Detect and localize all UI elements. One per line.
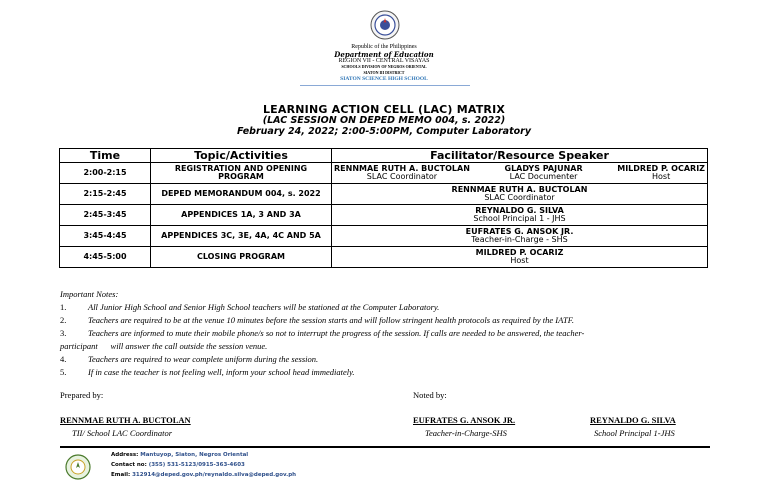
- notes-heading: Important Notes:: [60, 289, 119, 299]
- time-cell: 2:15-2:45: [60, 184, 151, 205]
- district-line: SIATON III DISTRICT: [363, 70, 405, 75]
- deped-seal-icon: [370, 10, 400, 40]
- topic-cell: REGISTRATION AND OPENING PROGRAM: [151, 163, 332, 184]
- time-cell: 2:00-2:15: [60, 163, 151, 184]
- facilitator-name: RENNMAE RUTH A. BUCTOLAN: [451, 184, 588, 194]
- noter1-role: Teacher-in-Charge-SHS: [425, 428, 507, 438]
- topic-cell: DEPED MEMORANDUM 004, s. 2022: [151, 184, 332, 205]
- noted-by-label: Noted by:: [413, 390, 447, 400]
- footer-email: Email: 312914@deped.gov.ph/reynaldo.silva@deped.gov.ph: [111, 472, 297, 478]
- facilitator-name: MILDRED P. OCARIZ: [617, 163, 705, 173]
- preparer-role: TII/ School LAC Coordinator: [72, 428, 173, 438]
- facilitator-cell: [332, 163, 708, 184]
- note-item: 2. Teachers are required to be at the venue 10 minutes before the session starts and will follow stringent health protocols as required by the IATF.: [60, 315, 574, 325]
- facilitator-role: SLAC Coordinator: [484, 193, 555, 202]
- time-cell: 3:45-4:45: [60, 226, 151, 247]
- table-row: [60, 247, 708, 268]
- facilitator-role: Host: [652, 172, 671, 181]
- footer-contact: Contact no: (355) 531-5123/0915-363-4603: [111, 462, 245, 468]
- region-line: REGION VII - CENTRAL VISAYAS: [338, 58, 430, 64]
- school-logo-icon: [65, 454, 91, 480]
- facilitator-cell: [332, 184, 708, 205]
- important-notes: [60, 288, 720, 379]
- note-item: 4. Teachers are required to wear complete uniform during the session.: [60, 354, 319, 364]
- facilitator-name: EUFRATES G. ANSOK JR.: [465, 226, 574, 236]
- table-row: [60, 184, 708, 205]
- document-date: February 24, 2022; 2:00-5:00PM, Computer Laboratory: [236, 126, 532, 137]
- prepared-by-label: Prepared by:: [60, 390, 104, 400]
- facilitator-role: SLAC Coordinator: [366, 172, 438, 181]
- facilitator-header: Facilitator/Resource Speaker: [332, 149, 708, 163]
- table-row: [60, 163, 708, 184]
- table-header-row: [60, 149, 708, 163]
- facilitator-cell: [332, 247, 708, 268]
- facilitator-name: MILDRED P. OCARIZ: [475, 247, 564, 257]
- document-subtitle: (LAC SESSION ON DEPED MEMO 004, s. 2022): [262, 115, 506, 126]
- note-item: 5. If in case the teacher is not feeling well, inform your school head immediately.: [60, 367, 355, 377]
- lac-matrix-table: [59, 148, 708, 268]
- facilitator-role: Host: [510, 256, 529, 265]
- school-name: SIATON SCIENCE HIGH SCHOOL: [340, 76, 428, 82]
- facilitator-cell: [332, 205, 708, 226]
- noter2-role: School Principal 1-JHS: [594, 428, 675, 438]
- facilitator-name: GLADYS PAJUNAR: [504, 163, 583, 173]
- facilitator-name: REYNALDO G. SILVA: [475, 205, 564, 215]
- topic-cell: APPENDICES 3C, 3E, 4A, 4C AND 5A: [151, 226, 332, 247]
- preparer-name: RENNMAE RUTH A. BUCTOLAN: [60, 415, 191, 425]
- time-header: Time: [60, 149, 151, 163]
- footer-divider: [60, 446, 710, 448]
- facilitator-role: LAC Documenter: [509, 172, 578, 181]
- department-line: Department of Education: [334, 50, 434, 59]
- topic-cell: APPENDICES 1A, 3 AND 3A: [151, 205, 332, 226]
- note-item-continuation: participant will answer the call outside the session venue.: [60, 341, 268, 351]
- topic-cell: CLOSING PROGRAM: [151, 247, 332, 268]
- table-row: [60, 226, 708, 247]
- header-divider: [300, 85, 470, 86]
- facilitator-role: Teacher-in-Charge - SHS: [471, 235, 568, 244]
- topic-header: Topic/Activities: [151, 149, 332, 163]
- facilitator-name: RENNMAE RUTH A. BUCTOLAN: [334, 163, 470, 173]
- note-item: 3. Teachers are informed to mute their mobile phone/s so not to interrupt the progress of the session. If calls are needed to be answered, the teacher-: [60, 328, 585, 338]
- footer-address: Address: Mantuyop, Siaton, Negros Oriental: [111, 452, 249, 458]
- republic-line: Republic of the Philippines: [351, 44, 417, 50]
- facilitator-role: School Principal 1 - JHS: [473, 214, 566, 223]
- facilitator-cell: [332, 226, 708, 247]
- note-item: 1. All Junior High School and Senior High School teachers will be stationed at the Computer Laboratory.: [60, 302, 440, 312]
- noter2-name: REYNALDO G. SILVA: [590, 415, 676, 425]
- time-cell: 4:45-5:00: [60, 247, 151, 268]
- noter1-name: EUFRATES G. ANSOK JR.: [413, 415, 516, 425]
- time-cell: 2:45-3:45: [60, 205, 151, 226]
- table-row: [60, 205, 708, 226]
- document-title: LEARNING ACTION CELL (LAC) MATRIX: [262, 103, 506, 116]
- division-line: SCHOOLS DIVISION OF NEGROS ORIENTAL: [341, 64, 427, 69]
